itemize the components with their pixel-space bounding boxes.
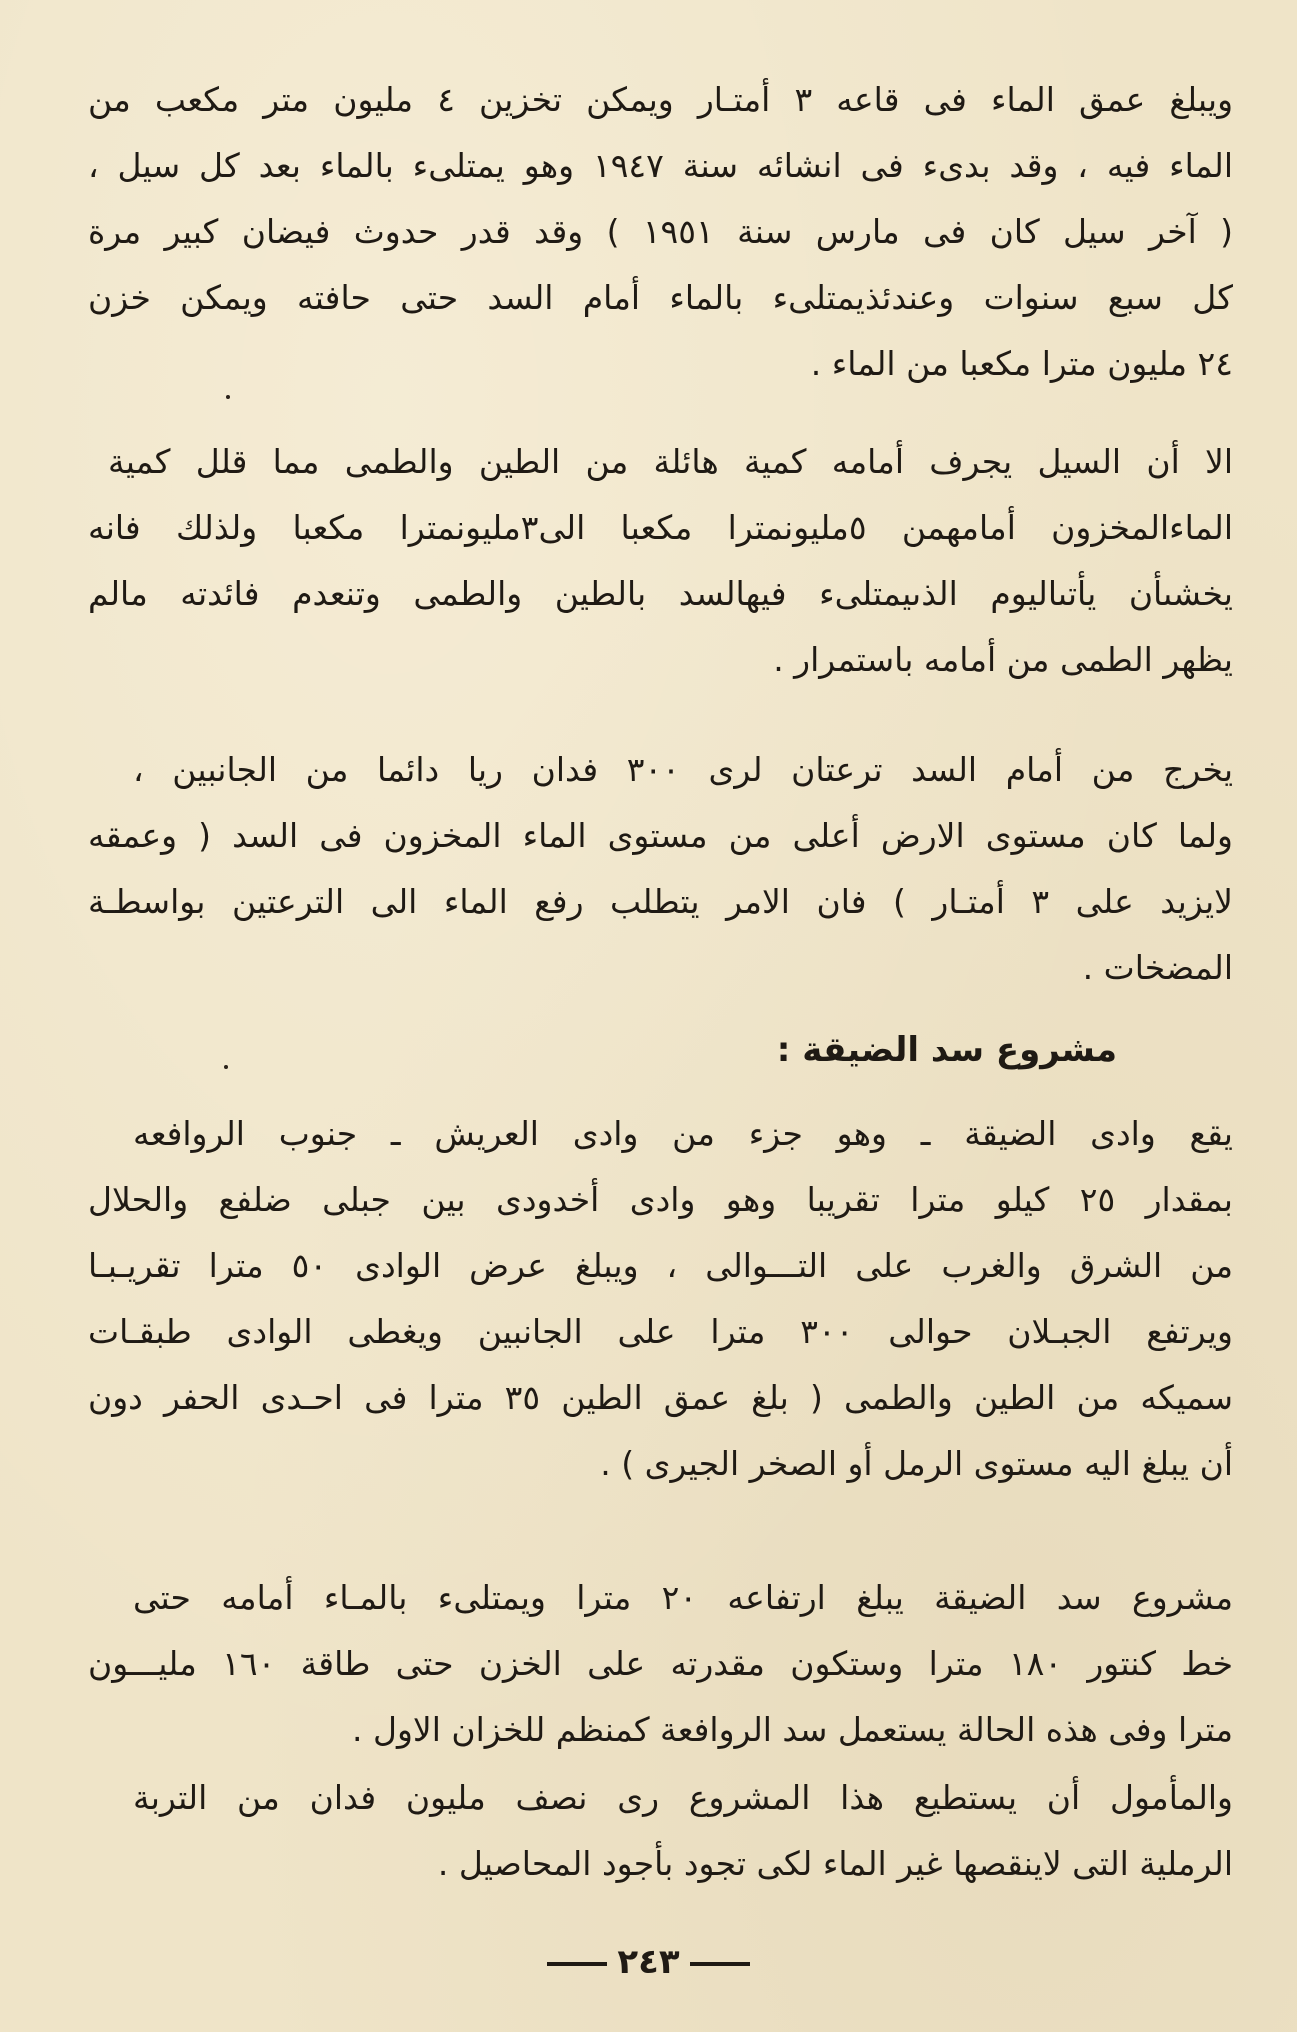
print-speck: [226, 395, 230, 399]
text-line: ويرتفع الجبـلان حوالى ٣٠٠ مترا على الجانبين ويغطى الوادى طبقـات: [88, 1312, 1233, 1351]
text-line: مترا وفى هذه الحالة يستعمل سد الروافعة كمنظم للخزان الاول .: [352, 1710, 1233, 1749]
text-line: لايزيد على ٣ أمتـار ) فان الامر يتطلب رفع الماء الى الترعتين بواسطـة: [88, 882, 1234, 921]
text-line: ( آخر سيل كان فى مارس سنة ١٩٥١ ) وقد قدر حدوث فيضان كبير مرة: [88, 212, 1233, 251]
section-heading: مشروع سد الضيقة :: [776, 1030, 1117, 1070]
text-line: الرملية التى لاينقصها غير الماء لكى تجود بأجود المحاصيل .: [437, 1844, 1233, 1883]
text-line: يظهر الطمى من أمامه باستمرار .: [773, 640, 1233, 679]
page-number-value: ٢٤٣: [617, 1942, 680, 1982]
text-line: يخرج من أمام السد ترعتان لرى ٣٠٠ فدان ريا دائما من الجانبين ،: [133, 750, 1234, 789]
text-line: المضخات .: [1082, 948, 1233, 987]
text-line: الماءالمخزون أمامهمن ٥مليونمترا مكعبا الى٣مليونمترا مكعبا ولذلك فانه: [88, 508, 1233, 547]
text-line: يخشىأن يأتىاليوم الذىيمتلىء فيهالسد بالطين والطمى وتنعدم فائدته مالم: [88, 574, 1233, 613]
text-line: الا أن السيل يجرف أمامه كمية هائلة من الطين والطمى مما قلل كمية: [108, 442, 1233, 481]
text-line: والمأمول أن يستطيع هذا المشروع رى نصف مليون فدان من التربة: [133, 1778, 1233, 1817]
print-speck: [224, 1065, 228, 1069]
text-line: ويبلغ عمق الماء فى قاعه ٣ أمتـار ويمكن تخزين ٤ مليون متر مكعب من: [88, 80, 1234, 119]
text-line: أن يبلغ اليه مستوى الرمل أو الصخر الجيرى ) .: [600, 1444, 1233, 1483]
text-line: سميكه من الطين والطمى ( بلغ عمق الطين ٣٥ مترا فى احـدى الحفر دون: [88, 1378, 1233, 1417]
text-line: يقع وادى الضيقة ـ وهو جزء من وادى العريش ـ جنوب الروافعه: [133, 1114, 1233, 1153]
text-line: ٢٤ مليون مترا مكعبا من الماء .: [810, 344, 1233, 383]
text-line: من الشرق والغرب على التـــوالى ، ويبلغ عرض الوادى ٥٠ مترا تقريـبـا: [88, 1246, 1233, 1285]
dash-right: [690, 1962, 750, 1966]
text-line: بمقدار ٢٥ كيلو مترا تقريبا وهو وادى أخدودى بين جبلى ضلفع والحلال: [88, 1180, 1233, 1219]
dash-left: [547, 1962, 607, 1966]
text-line: مشروع سد الضيقة يبلغ ارتفاعه ٢٠ مترا ويمتلىء بالمـاء أمامه حتى: [133, 1578, 1233, 1617]
page-number: [0, 1942, 1297, 1982]
text-line: الماء فيه ، وقد بدىء فى انشائه سنة ١٩٤٧ وهو يمتلىء بالماء بعد كل سيل ،: [88, 146, 1233, 185]
text-line: خط كنتور ١٨٠ مترا وستكون مقدرته على الخزن حتى طاقة ١٦٠ مليـــون: [88, 1644, 1233, 1683]
text-line: كل سبع سنوات وعندئذيمتلىء بالماء أمام السد حتى حافته ويمكن خزن: [88, 278, 1233, 317]
text-line: ولما كان مستوى الارض أعلى من مستوى الماء المخزون فى السد ( وعمقه: [88, 816, 1233, 855]
